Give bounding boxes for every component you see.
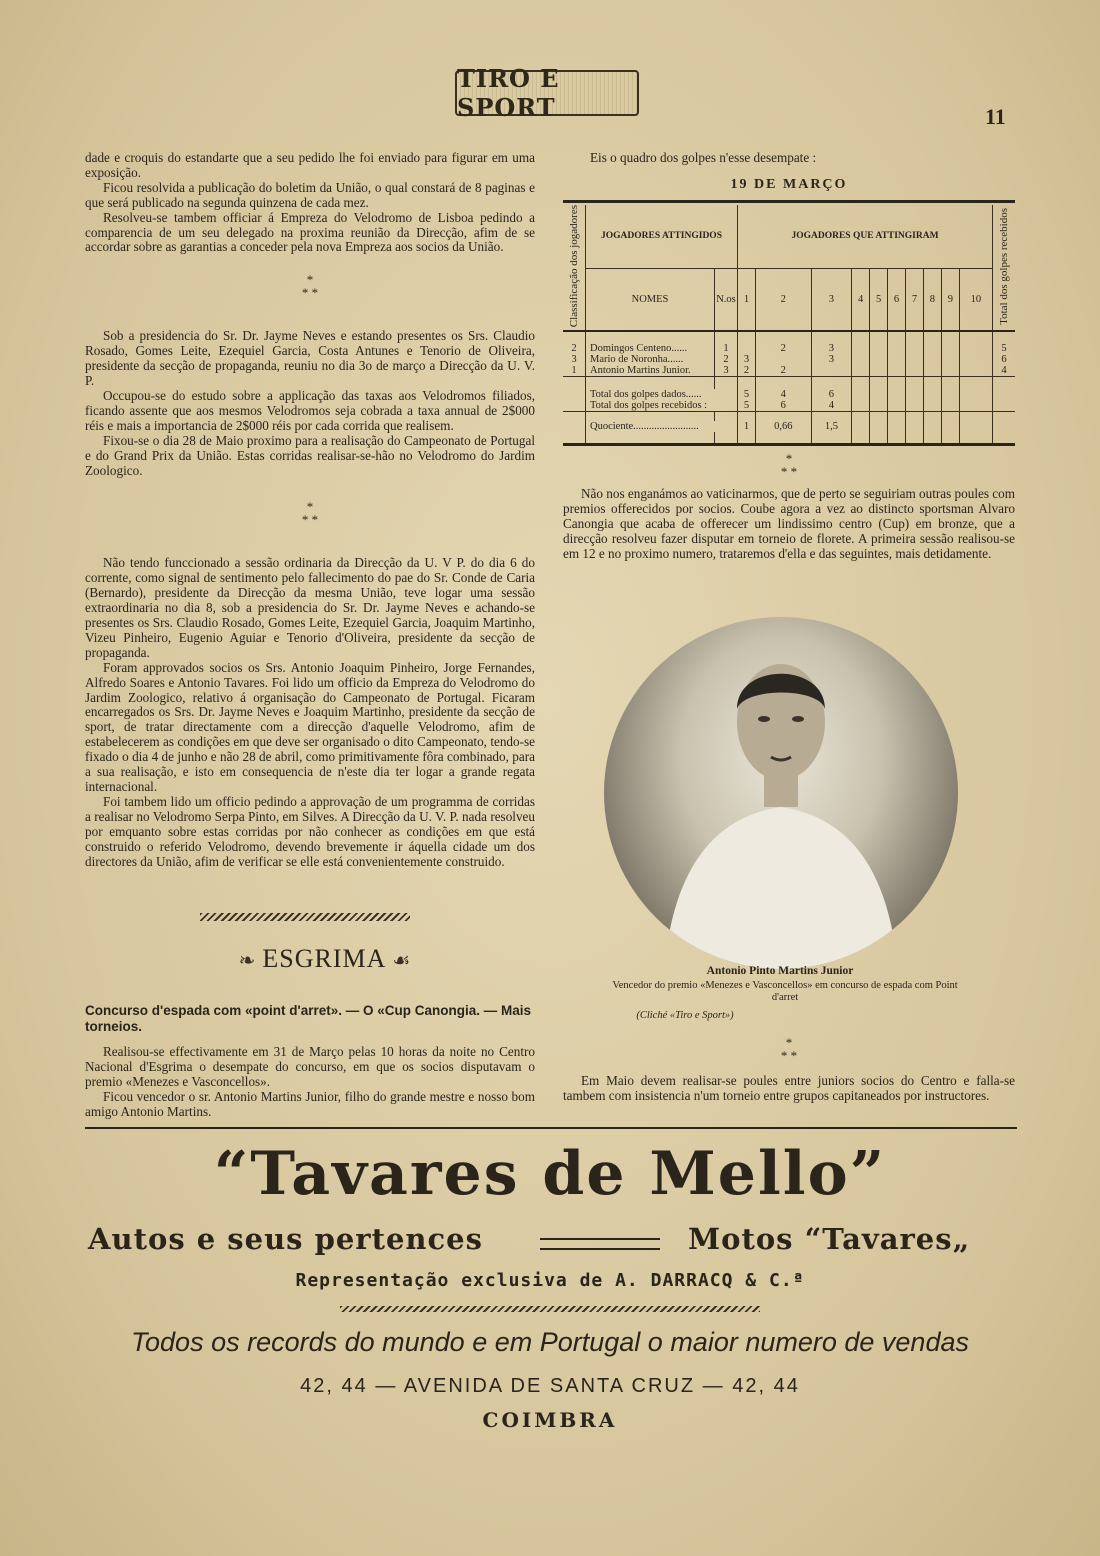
col-number: 1 xyxy=(738,268,756,331)
advert-city: COIMBRA xyxy=(482,1408,618,1432)
col-number: 2 xyxy=(755,268,811,331)
table-row: 2 Domingos Centeno...... 1 2 3 5 xyxy=(563,343,1015,354)
paragraph: Occupou-se do estudo sobre a applicação das taxas aos Velodromos filiados, ficando assente que aos mesmos Velodromos seja cobrada a taxa annual de 2$000 réis e mais a importancia de 2$000 réis por cada corrida que realisem. xyxy=(85,387,535,433)
paragraph: Ficou resolvida a publicação do boletim da União, o qual constará de 8 paginas e que será publicado na segunda quinzena de cada mez. xyxy=(85,179,535,210)
table-row-dados: Total dos golpes dados...... 5 4 6 xyxy=(563,389,1015,400)
advert-divider-ornament xyxy=(540,1238,660,1250)
col-number: 3 xyxy=(811,268,852,331)
paragraph: Resolveu-se tambem officiar á Empreza do Velodromo de Lisboa pedindo a comparencia de um seu delegado na proxima reunião da Direcção, afim de se accordar sobre as garantias a conceder pela nova Empreza aos socios da União. xyxy=(85,209,535,255)
photo-caption-name: Antonio Pinto Martins Junior xyxy=(706,965,854,977)
col-number: 8 xyxy=(923,268,941,331)
advert-representation: Representação exclusiva de A. DARRACQ & C.ª xyxy=(295,1270,805,1291)
advert-slogan: Todos os records do mundo e em Portugal o maior numero de vendas xyxy=(131,1327,969,1357)
portrait-photo xyxy=(604,617,958,969)
col-header-nomes: NOMES xyxy=(586,268,715,331)
section-separator: * * * xyxy=(780,451,798,479)
article-subheading: Concurso d'espada com «point d'arret». — O «Cup Canongia. — Mais torneios. xyxy=(85,1003,531,1034)
advert-divider xyxy=(85,1127,1017,1129)
col-number: 10 xyxy=(959,268,992,331)
wave-ornament xyxy=(340,1306,760,1312)
col-number: 9 xyxy=(941,268,959,331)
advert-left-line: Autos e seus pertences xyxy=(88,1222,483,1256)
paragraph: Foi tambem lido um officio pedindo a approvação de um programma de corridas a realisar no Velodromo Serpa Pinto, em Silves. A Direcção da U. V. P. nada resolveu por emquanto sobre estas corridas por não conhecer as condições em que está construido o referido Velodromo, devendo brevemente ir áquella cidade um dos directores da União, afim de verificar se elle está convenientemente construido. xyxy=(85,793,535,869)
photo-caption: Vencedor do premio «Menezes e Vasconcellos» em concurso de espada com Point d'arret xyxy=(612,980,958,1003)
col-number: 5 xyxy=(870,268,888,331)
table-intro: Eis o quadro dos golpes n'esse desempate : xyxy=(590,150,817,165)
paragraph: Foram approvados socios os Srs. Antonio Joaquim Pinheiro, Jorge Fernandes, Alfredo Soares e Antonio Tavares. Foi lido um officio da Empreza do Velodromo do Jardim Zoologico, relativo á organisação do Campeonato de Portugal. Ficaram encarregados os Srs. Dr. Jayme Neves e Joaquim Martinho, presidente da secção de sport, de tratar directamente com a direcção d'aquelle Velodromo, afim de estabelecerem as condições em que deve ser organisado o dito Campeonato, tendo-se fixado o dia 4 de junho e não 28 de abril, como primitivamente fôra combinado, para a sua realisação, e isto em consequencia de n'este dia ter logar a grande regata internacional. xyxy=(85,659,535,794)
table-row: 3 Mario de Noronha...... 2 3 3 6 xyxy=(563,354,1015,365)
masthead-logo: TIRO E SPORT xyxy=(455,70,639,116)
left-column xyxy=(85,151,535,869)
col-header-class: Classificação dos jogadores xyxy=(563,205,586,331)
col-number: 7 xyxy=(905,268,923,331)
score-table xyxy=(563,205,1015,446)
paragraph: Fixou-se o dia 28 de Maio proximo para a realisação do Campeonato de Portugal e do Grand Prix da União. Estas corridas realisar-se-hão no Velodromo do Jardim Zoologico. xyxy=(85,432,535,478)
leaf-ornament-icon: ☙ xyxy=(386,950,412,972)
col-number: 4 xyxy=(852,268,870,331)
col-header-attingidos: JOGADORES ATTINGIDOS xyxy=(586,205,738,268)
table-title: 19 DE MARÇO xyxy=(730,177,848,192)
section-separator: * * * xyxy=(301,272,319,301)
table-row-quociente: Quociente......................... 1 0,66 1,5 xyxy=(563,421,1015,432)
paragraph: Sob a presidencia do Sr. Dr. Jayme Neves e estando presentes os Srs. Claudio Rosado, Gomes Leite, Ezequiel Garcia, Costa Antunes e Tenorio de Oliveira, presidente da secção de propaganda, reuniu no dia 3o de março a Direcção da U. V. P. xyxy=(85,328,535,389)
section-separator: * * * xyxy=(780,1035,798,1063)
advert-right-line: Motos “Tavares„ xyxy=(688,1222,971,1256)
table-row: 1 Antonio Martins Junior. 3 2 2 4 xyxy=(563,365,1015,377)
page-number: 11 xyxy=(985,104,1006,129)
photo-credit: (Cliché «Tiro e Sport») xyxy=(636,1010,734,1021)
right-paragraph: Não nos enganámos ao vaticinarmos, que de perto se seguiriam outras poules com premios offerecidos por socios. Coube agora a vez ao distincto sportsman Alvaro Canongia que acaba de offerecer um lindissimo centro (Cup) em bronze, que a direcção resolveu fazer disputar em torneio de florete. A primeira sessão realisou-se em 12 e no proximo numero, trataremos d'ella e das seguintes, mais detidamente. xyxy=(563,486,1015,561)
col-header-attingiram: JOGADORES QUE ATTINGIRAM xyxy=(738,205,993,268)
ornamental-rule xyxy=(200,913,410,921)
section-title: ❧ ESGRIMA ☙ xyxy=(238,944,412,973)
paragraph: Ficou vencedor o sr. Antonio Martins Junior, filho do grande mestre e nosso bom amigo Antonio Martins. xyxy=(85,1088,535,1119)
paragraph: dade e croquis do estandarte que a seu pedido lhe foi enviado para figurar em uma exposição. xyxy=(85,150,535,180)
paragraph: Não tendo funccionado a sessão ordinaria da Direcção da U. V P. do dia 6 do corrente, como signal de sentimento pelo fallecimento do pae do Sr. Conde de Caria (Bernardo), presidente da Direcção da mesma União, teve logar uma sessão extraordinaria no dia 8, sob a presidencia do Sr. Dr. Jayme Neves e achando-se presentes os Srs. Claudio Rosado, Gomes Leite, Ezequiel Garcia, Joaquim Martinho, Vizeu Pinheiro, Eugenio Aguiar e Tenorio d'Oliveira, presidente da secção de propaganda. xyxy=(85,555,535,660)
advert-address: 42, 44 — AVENIDA DE SANTA CRUZ — 42, 44 xyxy=(300,1375,800,1397)
paragraph: Realisou-se effectivamente em 31 de Março pelas 10 horas da noite no Centro Nacional d'Esgrima o desempate do concurso, em que os socios disputavam o premio «Menezes e Vasconcellos». xyxy=(85,1044,535,1089)
table-top-rule xyxy=(563,200,1015,203)
esgrima-text xyxy=(85,1045,535,1120)
col-header-no: N.os xyxy=(715,268,738,331)
col-header-total: Total dos golpes recebidos xyxy=(998,207,1010,325)
advert-brand: “Tavares de Mello” xyxy=(213,1139,887,1209)
section-separator: * * * xyxy=(301,499,319,528)
leaf-ornament-icon: ❧ xyxy=(238,950,263,972)
portrait-figure-icon xyxy=(604,617,958,969)
col-number: 6 xyxy=(888,268,906,331)
right-paragraph: Em Maio devem realisar-se poules entre juniors socios do Centro e falla-se tambem com insistencia n'um torneio entre grupos capitaneados por instructores. xyxy=(563,1073,1015,1103)
table-row-recebidos: Total dos golpes recebidos : 5 6 4 xyxy=(563,400,1015,412)
